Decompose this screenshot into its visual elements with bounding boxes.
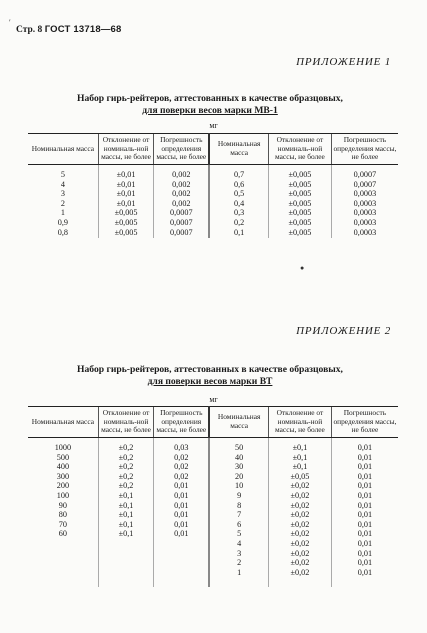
cell-error: 0,02: [154, 472, 210, 482]
cell-nominal: [209, 578, 268, 588]
cell-error: 0,01: [331, 472, 398, 482]
cell-deviation: ±0,1: [98, 520, 154, 530]
cell-nominal: 2: [60, 198, 65, 208]
table-row: [28, 453, 398, 463]
cell-nominal: 400: [56, 462, 70, 472]
cell-deviation: ±0,1: [98, 511, 154, 521]
cell-nominal: 3: [209, 549, 268, 559]
cell-error: 0,01: [331, 437, 398, 453]
table-row: [28, 578, 398, 588]
col-error: Погрешность определения массы, не более: [154, 134, 210, 165]
cell-nominal: [28, 559, 98, 569]
appendix-2-unit: мг: [209, 395, 218, 404]
cell-deviation: ±0,01: [98, 180, 154, 190]
table-row: [28, 218, 398, 228]
table-row: [28, 209, 398, 219]
cell-nominal: 0,1: [209, 228, 268, 238]
scan-dot: ●: [300, 264, 305, 272]
cell-error: 0,02: [154, 453, 210, 463]
cell-nominal: 200: [56, 481, 70, 491]
cell-nominal: 60: [58, 529, 67, 539]
table-row: [28, 482, 398, 492]
cell-error: 0,0007: [331, 180, 398, 190]
appendix-2-title: ПРИЛОЖЕНИЕ 2: [296, 325, 391, 337]
appendix-1-table: [28, 133, 398, 238]
appendix-1-caption-line2: для поверки весов марки МВ-1: [142, 105, 278, 116]
cell-nominal: 0,3: [209, 209, 268, 219]
cell-deviation: ±0,005: [98, 209, 154, 219]
table-row: [28, 511, 398, 521]
cell-deviation: ±0,02: [268, 568, 331, 578]
cell-deviation: ±0,2: [98, 453, 154, 463]
table-row: [28, 472, 398, 482]
cell-nominal: 1000: [54, 443, 72, 453]
cell-error: 0,01: [154, 501, 210, 511]
cell-deviation: ±0,2: [98, 482, 154, 492]
cell-nominal: 2: [209, 559, 268, 569]
cell-deviation: ±0,02: [268, 520, 331, 530]
cell-error: 0,01: [331, 511, 398, 521]
col-deviation-2: Отклонение от номиналь-ной массы, не более: [268, 134, 331, 165]
cell-nominal: [28, 539, 98, 549]
cell-deviation: ±0,2: [98, 463, 154, 473]
cell-nominal: 80: [58, 510, 67, 520]
page-header: [16, 24, 122, 35]
cell-deviation: ±0,005: [268, 164, 331, 180]
cell-deviation: ±0,05: [268, 472, 331, 482]
table-row: [28, 190, 398, 200]
col-error: Погрешность определения массы, не более: [154, 407, 210, 438]
appendix-1-unit: мг: [209, 121, 218, 130]
table-row: [28, 530, 398, 540]
col-nominal-mass: Номинальная масса: [28, 407, 98, 438]
cell-deviation: ±0,1: [268, 453, 331, 463]
cell-deviation: ±0,02: [268, 559, 331, 569]
table-row: [28, 549, 398, 559]
cell-nominal: 70: [58, 519, 67, 529]
table-row: [28, 199, 398, 209]
cell-nominal: 5: [60, 170, 65, 180]
appendix-1-caption-line1: Набор гирь-рейтеров, аттестованных в качестве образцовых,: [77, 93, 343, 104]
appendix-2-table-body: [28, 437, 398, 587]
cell-nominal: [28, 568, 98, 578]
cell-nominal: 5: [209, 530, 268, 540]
cell-deviation: ±0,1: [268, 437, 331, 453]
cell-deviation: ±0,02: [268, 491, 331, 501]
cell-error: 0,01: [331, 568, 398, 578]
cell-nominal: 20: [209, 472, 268, 482]
cell-nominal: 1: [60, 208, 65, 218]
cell-error: 0,02: [154, 463, 210, 473]
cell-deviation: [98, 578, 154, 588]
cell-error: [154, 559, 210, 569]
scan-mark: ʹ: [9, 18, 11, 27]
cell-deviation: [98, 549, 154, 559]
cell-deviation: ±0,005: [268, 199, 331, 209]
cell-deviation: [98, 568, 154, 578]
cell-error: 0,0007: [331, 164, 398, 180]
cell-nominal: 0,4: [209, 199, 268, 209]
cell-error: 0,01: [154, 520, 210, 530]
cell-error: 0,002: [154, 199, 210, 209]
cell-deviation: ±0,005: [268, 218, 331, 228]
cell-deviation: ±0,02: [268, 501, 331, 511]
cell-error: 0,03: [154, 437, 210, 453]
cell-error: 0,01: [154, 482, 210, 492]
cell-deviation: ±0,005: [98, 228, 154, 238]
cell-nominal: [28, 578, 98, 588]
cell-deviation: ±0,02: [268, 511, 331, 521]
cell-error: 0,01: [331, 463, 398, 473]
table-row: [28, 437, 398, 453]
cell-error: [331, 578, 398, 588]
cell-deviation: ±0,1: [98, 530, 154, 540]
appendix-1-title: ПРИЛОЖЕНИЕ 1: [296, 56, 391, 68]
cell-nominal: 4: [60, 179, 65, 189]
cell-error: 0,01: [331, 530, 398, 540]
cell-nominal: 0,7: [209, 164, 268, 180]
cell-deviation: ±0,005: [268, 190, 331, 200]
cell-nominal: 30: [209, 463, 268, 473]
cell-error: 0,0003: [331, 218, 398, 228]
cell-deviation: [98, 539, 154, 549]
cell-deviation: ±0,01: [98, 199, 154, 209]
table-header-row: [28, 134, 398, 165]
cell-nominal: 7: [209, 511, 268, 521]
cell-error: 0,0007: [154, 228, 210, 238]
appendix-1-caption: [40, 93, 380, 117]
cell-nominal: 0,6: [209, 180, 268, 190]
cell-nominal: 10: [209, 482, 268, 492]
cell-nominal: 100: [56, 491, 70, 501]
cell-deviation: ±0,005: [268, 180, 331, 190]
col-deviation: Отклонение от номиналь-ной массы, не более: [98, 134, 154, 165]
cell-nominal: 0,9: [57, 218, 69, 228]
cell-error: 0,01: [331, 559, 398, 569]
cell-error: [154, 549, 210, 559]
cell-error: 0,0003: [331, 209, 398, 219]
cell-error: 0,01: [154, 491, 210, 501]
col-nominal-mass-2: Номинальная масса: [209, 134, 268, 165]
table-header-row: [28, 407, 398, 438]
cell-error: 0,01: [331, 549, 398, 559]
cell-error: [154, 578, 210, 588]
cell-deviation: ±0,02: [268, 530, 331, 540]
cell-nominal: 300: [56, 471, 70, 481]
table-row: [28, 520, 398, 530]
col-error-2: Погрешность определения массы, не более: [331, 134, 398, 165]
cell-nominal: [28, 549, 98, 559]
col-deviation-2: Отклонение от номиналь-ной массы, не более: [268, 407, 331, 438]
cell-deviation: ±0,1: [98, 501, 154, 511]
cell-deviation: [98, 559, 154, 569]
cell-nominal: 90: [58, 500, 67, 510]
cell-deviation: ±0,02: [268, 549, 331, 559]
appendix-2-caption: [40, 364, 380, 388]
cell-deviation: ±0,2: [98, 472, 154, 482]
table-row: [28, 491, 398, 501]
cell-deviation: ±0,1: [268, 463, 331, 473]
cell-error: 0,01: [331, 501, 398, 511]
table-row: [28, 539, 398, 549]
standard-number: ГОСТ 13718—68: [44, 24, 122, 35]
cell-error: 0,01: [331, 482, 398, 492]
table-row: [28, 180, 398, 190]
cell-deviation: ±0,01: [98, 164, 154, 180]
cell-error: 0,0003: [331, 199, 398, 209]
cell-nominal: 40: [209, 453, 268, 463]
cell-deviation: ±0,2: [98, 437, 154, 453]
cell-error: 0,0003: [331, 228, 398, 238]
cell-error: 0,002: [154, 180, 210, 190]
cell-error: 0,01: [331, 491, 398, 501]
cell-error: 0,0003: [331, 190, 398, 200]
table-row: [28, 559, 398, 569]
cell-deviation: ±0,005: [268, 209, 331, 219]
cell-error: 0,0007: [154, 218, 210, 228]
table-row: [28, 568, 398, 578]
cell-nominal: 500: [56, 452, 70, 462]
table-row: [28, 463, 398, 473]
col-nominal-mass-2: Номинальная масса: [209, 407, 268, 438]
cell-deviation: ±0,01: [98, 190, 154, 200]
cell-error: 0,01: [154, 511, 210, 521]
cell-deviation: ±0,005: [268, 228, 331, 238]
cell-error: [154, 539, 210, 549]
cell-nominal: 3: [60, 189, 65, 199]
cell-nominal: 0,5: [209, 190, 268, 200]
cell-deviation: ±0,005: [98, 218, 154, 228]
appendix-1-table-body: [28, 164, 398, 238]
cell-error: 0,01: [331, 453, 398, 463]
col-nominal-mass: Номинальная масса: [28, 134, 98, 165]
table-row: [28, 228, 398, 238]
table-row: [28, 501, 398, 511]
cell-nominal: 6: [209, 520, 268, 530]
cell-deviation: ±0,1: [98, 491, 154, 501]
cell-nominal: 8: [209, 501, 268, 511]
col-error-2: Погрешность определения массы, не более: [331, 407, 398, 438]
cell-error: 0,01: [331, 520, 398, 530]
appendix-2-caption-line1: Набор гирь-рейтеров, аттестованных в качестве образцовых,: [77, 364, 343, 375]
appendix-2-caption-line2: для поверки весов марки ВТ: [147, 376, 273, 387]
cell-error: 0,002: [154, 164, 210, 180]
cell-nominal: 1: [209, 568, 268, 578]
table-row: [28, 164, 398, 180]
cell-error: 0,01: [331, 539, 398, 549]
cell-nominal: 9: [209, 491, 268, 501]
cell-error: 0,01: [154, 530, 210, 540]
cell-nominal: 0,2: [209, 218, 268, 228]
cell-nominal: 50: [209, 437, 268, 453]
cell-deviation: [268, 578, 331, 588]
cell-error: 0,002: [154, 190, 210, 200]
cell-nominal: 4: [209, 539, 268, 549]
appendix-2-table: [28, 406, 398, 587]
cell-error: [154, 568, 210, 578]
cell-nominal: 0,8: [57, 227, 69, 237]
col-deviation: Отклонение от номиналь-ной массы, не более: [98, 407, 154, 438]
page-label: Стр. 8: [16, 25, 43, 35]
cell-deviation: ±0,02: [268, 482, 331, 492]
cell-error: 0,0007: [154, 209, 210, 219]
cell-deviation: ±0,02: [268, 539, 331, 549]
